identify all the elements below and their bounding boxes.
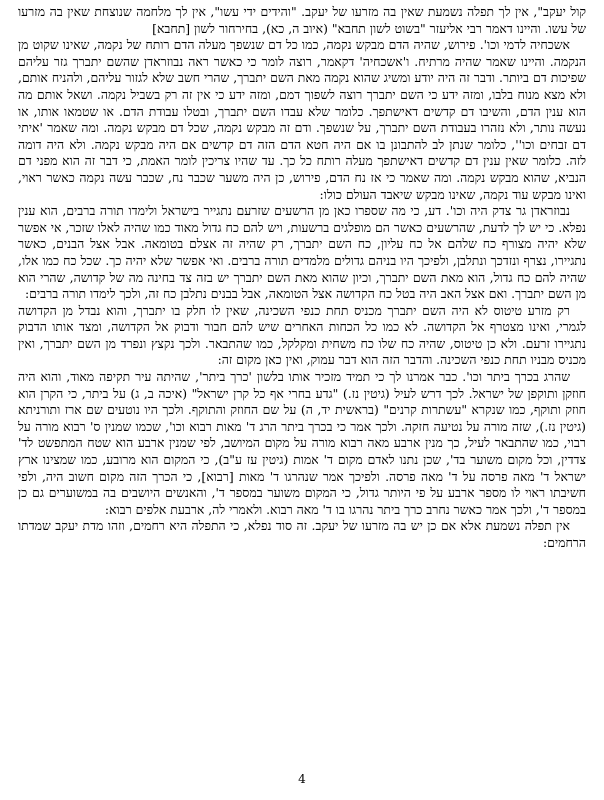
paragraph-blood-revenge: אשכחיה לדמי וכו'. פירוש, שהיה הדם מבקש נקמה, כמו כל דם שנשפך מעלה הדם רותח של נקמה, שאינו שקוט מן הנקמה. והיינו שאמר שהיה מרתיח. ו'אשכחיה' דקאמר, רוצה לומר כי כאשר ראה נבוזראדן שהשם יתברך גזר עליהם שפיכות דם ביותר. ודבר זה היה יודע ומשיג שהוא נקמה מאת השם יתברך, שהרי חשב שלא לגזור עליהם, ולהניח אותם, ולא מצא מנוח בלבו, ומזה ידע כי השם יתברך רוצה לשפוך דמם, ומזה ידע כי אין זה רק בשביל נקמה. ושאל אותם מה הוא ענין הדם, והשיבו דם קדשים דאישתפך. כלומר שלא עבדו השם יתברך, ובטלו עבודת הדם. או שטמאו אותו, או נעשה נותר, ולא נזהרו בעבודת השם יתברך, על שנשפך. ודם זה מבקש נקמה, שכל דם מבקש נקמה. ומה שאמר 'איתי דם זבחים וכו'', כלומר שנתן לב להתבונן בו אם היה חטא הדם הזה דם קדשים אם היה מבקש נקמה. ולא היה דומה לזה. כלומר שאין ענין דם קדשים דאישתפך מעלה רותח כל כך. עד שהיו צריכין לומר האמת, כי דבר זה הוא מפני דם הנביא, שהוא מבקש נקמה. ומה שאמר כי אז נח הדם, פירוש, כן היה משער שכבר נח, שכבר עשה נקמה כאשר ראוי, ואינו מבקש עוד נקמה, שאינו מבקש שיאבד העולם כולו: bbox=[18, 37, 586, 202]
document-page bbox=[18, 4, 586, 764]
page-number: 4 bbox=[298, 772, 306, 786]
paragraph-continuation: קול יעקב", אין לך תפלה נשמעת שאין בה מזרעו של יעקב. "והידים ידי עשו", אין לך מלחמה שנוצחת שאין בה מזרעו של עשו. והיינו דאמר רבי אליעזר "בשוט לשון תחבא" (איוב ה, כא), בחירחור לשון [תחבא] bbox=[18, 4, 586, 36]
paragraph-titus: רק מזרע טיטוס לא היה השם יתברך מכניס תחת כנפי השכינה, שאין לו חלק בו יתברך, והוא נבדל מן הקדושה לגמרי, ואינו מצטרף אל הקדושה. לא כמו כל הכחות האחרים שיש להם חבור ודבוק אל הקדושה, ומצד אותו הדבוק נתגיירו זרעם. ולא כן טיטוס, שהיה כח שלו כח משחית ומקלקל, כמו שהתבאר. ולכך נקצץ ונפרד מן השם יתברך, ואין מכניס מבניו תחת כנפי השכינה. והדבר הזה הוא דבר עמוק, ואין כאן מקום זה: bbox=[18, 302, 586, 368]
paragraph-nevuzaradan-convert: נבוזראדן גר צדק היה וכו'. דע, כי מה שספרו כאן מן הרשעים שזרעם נתגייר בישראל ולימדו תורה ברבים, הוא ענין נפלא. כי יש לך לדעת, שהרשעים כאשר הם מופלגים ברשעות, ויש להם כח גדול מאוד כמו שהיה לאלו שזכר, אי אפשר שלא יהיה מצורף כח שלהם אל כח עליון, כח השם יתברך, רק שהיה זה אצלם בטומאה. אבל אצל הבנים, כאשר נתגיירו, נצרף ונזדכך ונתלבן, ולפיכך היו בניהם גדולים מלמדים תורה ברבים. ואי אפשר שלא יהיה כך. שכל כח כמו אלו, שהיה להם כח גדול, הוא מאת השם יתברך, וכיון שהוא מאת השם יתברך יש בזה צד בחינה מה של קדושה, שהרי הוא מן השם יתברך. ואם אצל האב היה בטל כח הקדושה אצל הטומאה, אבל בבנים נתלבן כח זה, ולכך לימדו תורה ברבים: bbox=[18, 203, 586, 302]
paragraph-betar: שהרג בכרך ביתר וכו'. כבר אמרנו לך כי תמיד מזכיר אותו בלשון 'כרך ביתר', שהיתה עיר תקיפה מאוד, והוא היה חוזקן ותוקפן של ישראל. לכך דרש לעיל (גיטין נז.) "גדע בחרי אף כל קרן ישראל" (איכה ב, ג) על ביתר, כי הקרן הוא חוזק ותוקף, כמו שנקרא "עשתרות קרנים" (בראשית יד, ה) על שם החוזק והתוקף. ולכך היו נוטעים שם ארז ותורניתא (גיטין נז.), שזה מורה על נטיעה חזקה. ולכך אמר כי בכרך ביתר הרג ד' מאות רבוא וכו', שכמו שמנין ס' רבוא מורה על רבוי, כמו שהתבאר לעיל, כך מנין ארבע מאה רבוא מורה על מקום המיושב, לפי שמנין ארבע הוא שטח המתפשט לד' צדדין, וכל מקום משוער בד', שכן נתנו לאדם מקום ד' אמות (גיטין עז ע"ב), כי המקום הוא מרובע, כמו שמצינו ארץ ישראל ד' מאה פרסה על ד' מאה פרסה. ולפיכך אמר שנהרגו ד' מאות [רבוא], כי הכרך הזה מקום חשוב היה, ולפי חשיבתו ראוי לו מספר ארבע על פי היותר גדול, כי המקום משוער במספר ד', והאנשים היושבים בה במשוערים גם כן במספר ד', ולכך אמר כאשר נחרב כרך ביתר נהרגו בו ד' מאה רבוא. ולאמרי לה, ארבעת אלפים רבוא: bbox=[18, 369, 586, 517]
paragraph-prayer-jacob: אין תפלה נשמעת אלא אם כן יש בה מזרעו של יעקב. זה סוד נפלא, כי התפלה היא רחמים, וזהו מדת יעקב שמדתו הרחמים: bbox=[18, 518, 586, 550]
